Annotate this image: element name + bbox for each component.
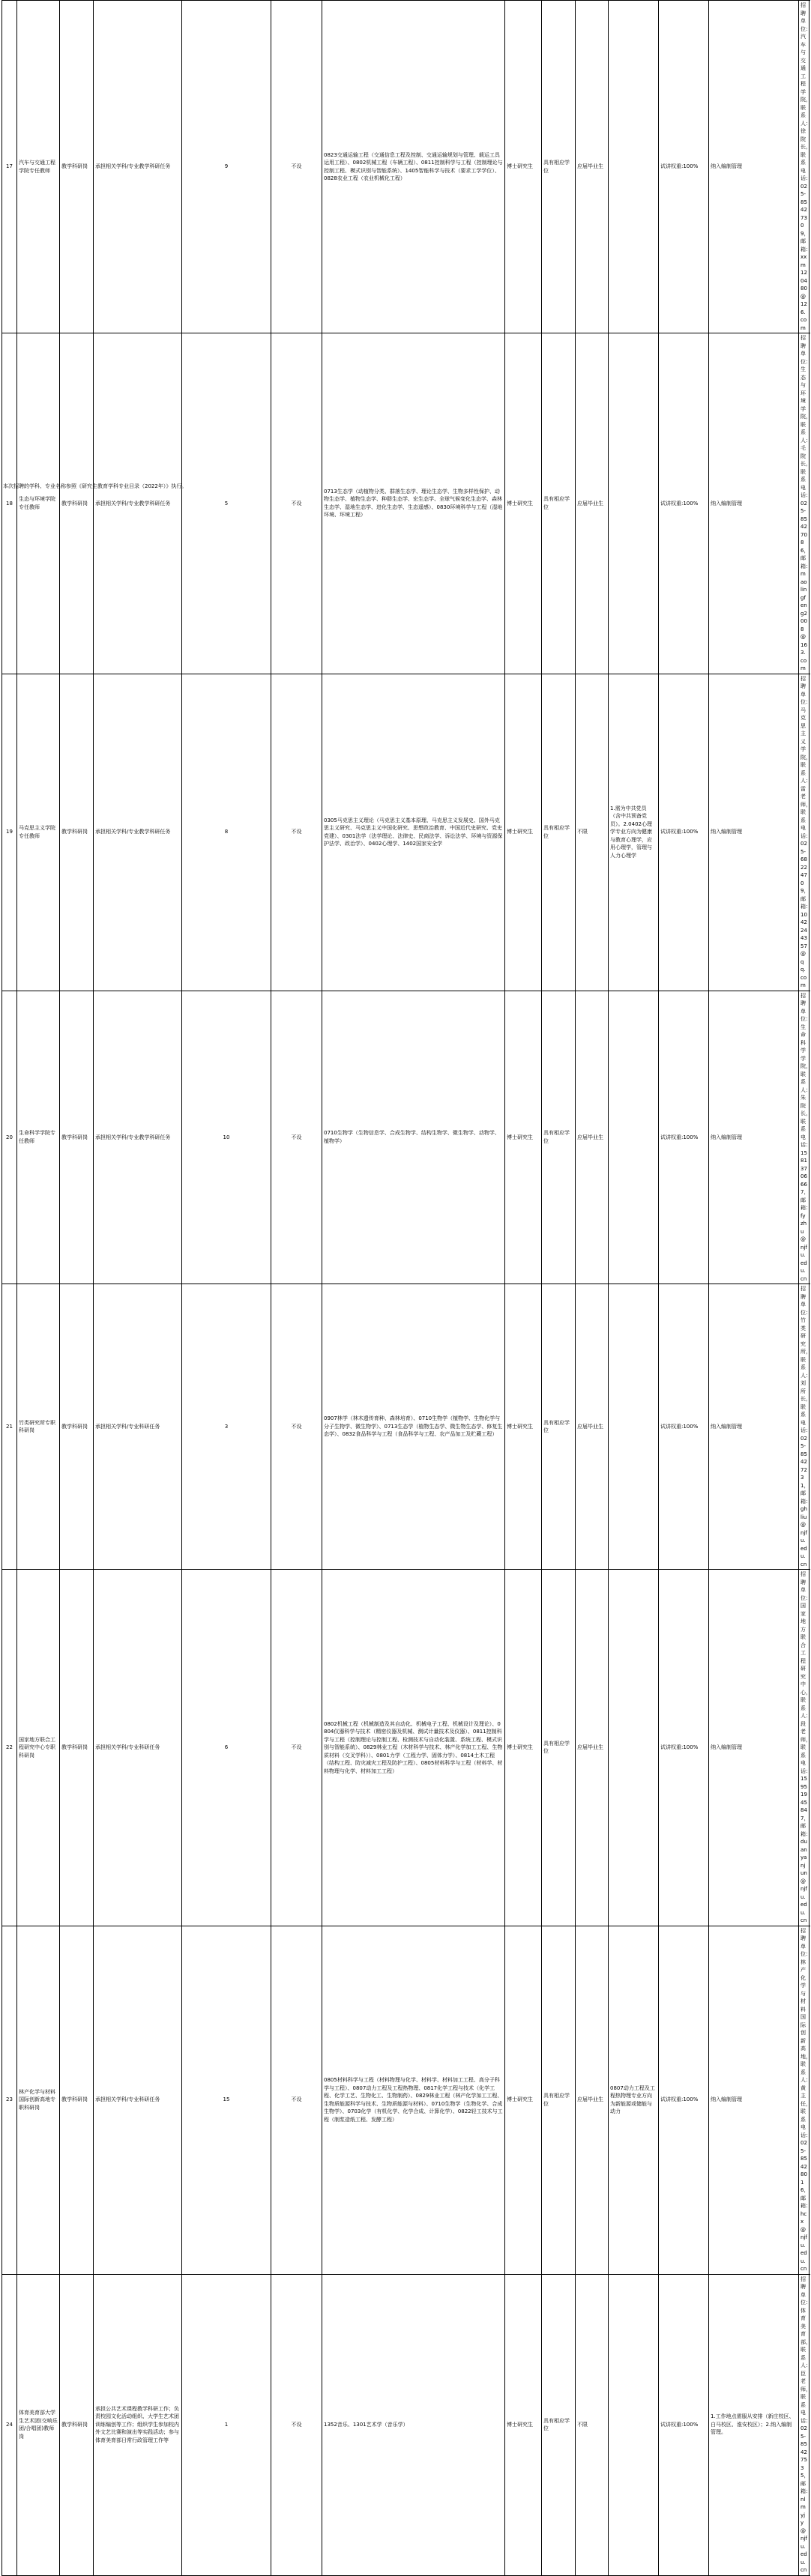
degree-cell: 具有相应学位 — [542, 1570, 576, 1926]
degree-cell: 具有相应学位 — [542, 1284, 576, 1570]
management-type-cell: 纳入编制管理 — [709, 1, 799, 333]
job-category-cell: 教学科研岗 — [60, 1284, 94, 1570]
candidate-source-cell: 应届毕业生 — [576, 991, 609, 1284]
job-category-cell: 教学科研岗 — [60, 2274, 94, 2575]
contact-info-cell: 招聘单位：汽车与交通工程学院，联系人：徐院长，联系电话：025-85427309，邮箱：xxm120480@126.com — [799, 1, 810, 333]
job-duty-cell: 承担相关学科/专业教学科研任务 — [94, 991, 182, 1284]
table-row — [2, 1570, 810, 1926]
hiring-count-cell: 3 — [182, 1284, 271, 1570]
ratio-cell: 不设 — [271, 1, 322, 333]
candidate-source-cell: 不限 — [576, 2274, 609, 2575]
management-type-cell: 纳入编制管理 — [709, 1570, 799, 1926]
hiring-count-cell: 6 — [182, 1570, 271, 1926]
table-row — [2, 2274, 810, 2575]
management-type-cell: 纳入编制管理 — [709, 991, 799, 1284]
other-requirements-cell — [609, 1570, 659, 1926]
job-category-cell: 教学科研岗 — [60, 1926, 94, 2274]
unit-name-cell: 竹类研究所专职科研岗 — [17, 1284, 60, 1570]
unit-name-cell: 生态与环境学院专任教师 — [17, 333, 60, 674]
candidate-source-cell: 不限 — [576, 674, 609, 991]
major-requirement-cell: 0805材料科学与工程（材料物理与化学、材料学、材料加工工程、高分子科学与工程）、0807动力工程及工程热物理、0817化学工程与技术（化学工程、化学工艺、生物化工、生物制药）、0829林业工程（林产化学加工工程、生物质能源科学与技术、生物质能源与材料）、0710生物学（生物化学、合成生物学）、0703化学（有机化学、化学合成、计算化学）、0822轻工技术与工程（制浆造纸工程、发酵工程） — [322, 1926, 505, 2274]
hiring-count-cell: 8 — [182, 674, 271, 991]
exam-method-cell: 试讲权重:100% — [659, 991, 709, 1284]
management-type-cell: 纳入编制管理 — [709, 1926, 799, 2274]
exam-method-cell: 试讲权重:100% — [659, 2274, 709, 2575]
degree-cell: 具有相应学位 — [542, 1, 576, 333]
major-requirement-cell: 0823交通运输工程（交通信息工程及控制、交通运输规划与管理、载运工具运用工程）、0802机械工程（车辆工程）、0811控制科学与工程（控制理论与控制工程、模式识别与智能系统）、1405智能科学与技术（要求工学学位）、0828农业工程（农业机械化工程） — [322, 1, 505, 333]
job-duty-cell: 承担相关学科/专业科研任务 — [94, 1570, 182, 1926]
other-requirements-cell — [609, 1284, 659, 1570]
contact-info-cell: 招聘单位：生态与环境学院，联系人：毛院长，联系电话：025-85427086，邮箱：maolingfeng2008@163.com — [799, 333, 810, 674]
major-requirement-cell: 0907林学（林木遗传育种、森林培育）、0710生物学（植物学、生物化学与分子生物学、微生物学）、0713生态学（植物生态学、微生物生态学、修复生态学）、0832食品科学与工程（食品科学与工程、农产品加工及贮藏工程） — [322, 1284, 505, 1570]
job-category-cell: 教学科研岗 — [60, 674, 94, 991]
job-category-cell: 教学科研岗 — [60, 991, 94, 1284]
education-cell: 博士研究生 — [505, 1284, 542, 1570]
contact-info-cell: 招聘单位：体育美育部，联系人：臣老师，联系电话：025-85427535，邮箱：nlmyjy@njfu.edu.cn — [799, 2274, 810, 2575]
candidate-source-cell: 应届毕业生 — [576, 1570, 609, 1926]
candidate-source-cell: 应届毕业生 — [576, 1, 609, 333]
job-category-cell: 教学科研岗 — [60, 1, 94, 333]
hiring-count-cell: 9 — [182, 1, 271, 333]
table-body — [2, 1, 810, 2576]
degree-cell: 具有相应学位 — [542, 674, 576, 991]
candidate-source-cell: 应届毕业生 — [576, 1284, 609, 1570]
contact-info-cell: 招聘单位：国家地方联合工程研究中心，联系人：段老师，联系电话：15951945847，邮箱：duanyanjun@njfu.edu.cn — [799, 1570, 810, 1926]
hiring-count-cell: 5 — [182, 333, 271, 674]
degree-cell: 具有相应学位 — [542, 333, 576, 674]
ratio-cell: 不设 — [271, 2274, 322, 2575]
row-number-cell: 22 — [2, 1570, 17, 1926]
row-number-cell: 20 — [2, 991, 17, 1284]
education-cell: 博士研究生 — [505, 674, 542, 991]
major-requirement-cell: 0713生态学（动植物分类、群落生态学、理论生态学、生物多样性保护、动物生态学、植物生态学、种群生态学、宏生态学、全球气候变化生态学、森林生态学、湿地生态学、进化生态学、生态遥感）、0830环境科学与工程（湿地环境、环境工程） — [322, 333, 505, 674]
degree-cell: 具有相应学位 — [542, 1926, 576, 2274]
unit-name-cell: 林产化学与材料国际创新高地专职科研岗 — [17, 1926, 60, 2274]
table-row — [2, 1284, 810, 1570]
major-requirement-cell: 0802机械工程（机械制造及其自动化、机械电子工程、机械设计及理论）、0804仪器科学与技术（精密仪器及机械、测试计量技术及仪器）、0811控制科学与工程（控制理论与控制工程、检测技术与自动化装置、系统工程、模式识别与智能系统）、0829林业工程（木材科学与技术、林产化学加工工程、生物质材料（交叉学科））、0801力学（工程力学、固体力学）、0814土木工程（结构工程、防灾减灾工程及防护工程）、0805材料科学与工程（材料学、材料物理与化学、材料加工工程） — [322, 1570, 505, 1926]
recruitment-table — [1, 0, 810, 2576]
footnote: 本次招聘的学科、专业名称参照《研究生教育学科专业目录（2022年）》执行。 — [3, 483, 187, 489]
ratio-cell: 不设 — [271, 333, 322, 674]
table-row — [2, 333, 810, 674]
table-row — [2, 1926, 810, 2274]
job-duty-cell: 承担相关学科/专业科研任务 — [94, 1926, 182, 2274]
contact-info-cell: 招聘单位：生命科学学院，联系人：朱院长，联系电话：15813706667，邮箱：fyzhu@njfu.edu.cn — [799, 991, 810, 1284]
unit-name-cell: 生命科学学院专任教师 — [17, 991, 60, 1284]
degree-cell: 具有相应学位 — [542, 991, 576, 1284]
candidate-source-cell: 应届毕业生 — [576, 1926, 609, 2274]
row-number-cell: 17 — [2, 1, 17, 333]
management-type-cell: 纳入编制管理 — [709, 674, 799, 991]
job-duty-cell: 承担相关学科/专业科研任务 — [94, 1284, 182, 1570]
hiring-count-cell: 1 — [182, 2274, 271, 2575]
ratio-cell: 不设 — [271, 674, 322, 991]
job-duty-cell: 承担相关学科/专业教学科研任务 — [94, 674, 182, 991]
unit-name-cell: 马克思主义学院专任教师 — [17, 674, 60, 991]
contact-info-cell: 招聘单位：马克思主义学院，联系人：雷老师，联系电话：025-68224709，邮箱：1042244357@qq.com — [799, 674, 810, 991]
row-number-cell: 23 — [2, 1926, 17, 2274]
contact-info-cell: 招聘单位：林产化学与材料国际创新高地，联系人：黄主任，联系电话：025-85428016，邮箱：hcx@njfu.edu.cn — [799, 1926, 810, 2274]
other-requirements-cell — [609, 1, 659, 333]
education-cell: 博士研究生 — [505, 1926, 542, 2274]
other-requirements-cell: 0807动力工程及工程热物理专业方向为新能源或储能与动力 — [609, 1926, 659, 2274]
exam-method-cell: 试讲权重:100% — [659, 674, 709, 991]
table-row — [2, 991, 810, 1284]
management-type-cell: 1.工作地点需服从安排（新庄校区、白马校区、淮安校区）；2.纳入编制管理。 — [709, 2274, 799, 2575]
job-category-cell: 教学科研岗 — [60, 1570, 94, 1926]
exam-method-cell: 试讲权重:100% — [659, 1570, 709, 1926]
other-requirements-cell: 1.需为中共党员（含中共预备党员）。2.0402心理学专业方向为健康与教育心理学，应用心理学，管理与人力心理学 — [609, 674, 659, 991]
hiring-count-cell: 10 — [182, 991, 271, 1284]
exam-method-cell: 试讲权重:100% — [659, 1926, 709, 2274]
row-number-cell: 19 — [2, 674, 17, 991]
table-row — [2, 1, 810, 333]
unit-name-cell: 体育美育部大学生艺术团(交响乐团/合唱团)教师岗 — [17, 2274, 60, 2575]
education-cell: 博士研究生 — [505, 1, 542, 333]
job-duty-cell: 承担相关学科/专业教学科研任务 — [94, 333, 182, 674]
row-number-cell: 21 — [2, 1284, 17, 1570]
job-duty-cell: 承担相关学科/专业教学科研任务 — [94, 1, 182, 333]
degree-cell: 具有相应学位 — [542, 2274, 576, 2575]
exam-method-cell: 试讲权重:100% — [659, 1284, 709, 1570]
ratio-cell: 不设 — [271, 1570, 322, 1926]
hiring-count-cell: 15 — [182, 1926, 271, 2274]
major-requirement-cell: 1352音乐、1301艺术学（音乐学） — [322, 2274, 505, 2575]
exam-method-cell: 试讲权重:100% — [659, 1, 709, 333]
major-requirement-cell: 0305马克思主义理论（马克思主义基本原理、马克思主义发展史、国外马克思主义研究、马克思主义中国化研究、思想政治教育、中国近代史研究、党史党建）、0301法学（法学理论、法律史、民商法学、诉讼法学、环境与资源保护法学、政治学）、0402心理学、1402国家安全学 — [322, 674, 505, 991]
unit-name-cell: 汽车与交通工程学院专任教师 — [17, 1, 60, 333]
education-cell: 博士研究生 — [505, 1570, 542, 1926]
other-requirements-cell — [609, 991, 659, 1284]
candidate-source-cell: 应届毕业生 — [576, 333, 609, 674]
row-number-cell: 18 — [2, 333, 17, 674]
row-number-cell: 24 — [2, 2274, 17, 2575]
education-cell: 博士研究生 — [505, 333, 542, 674]
major-requirement-cell: 0710生物学（生物信息学、合成生物学、结构生物学、微生物学、动物学、植物学） — [322, 991, 505, 1284]
table-row — [2, 674, 810, 991]
ratio-cell: 不设 — [271, 991, 322, 1284]
education-cell: 博士研究生 — [505, 2274, 542, 2575]
ratio-cell: 不设 — [271, 1926, 322, 2274]
other-requirements-cell — [609, 333, 659, 674]
ratio-cell: 不设 — [271, 1284, 322, 1570]
management-type-cell: 纳入编制管理 — [709, 333, 799, 674]
education-cell: 博士研究生 — [505, 991, 542, 1284]
job-category-cell: 教学科研岗 — [60, 333, 94, 674]
job-duty-cell: 承担公共艺术课程教学科研工作；负责校园文化活动组织、大学生艺术团训练编创等工作；组织学生参加校内外文艺比赛和演出等实践活动；参与体育美育部日常行政管理工作等 — [94, 2274, 182, 2575]
contact-info-cell: 招聘单位：竹类研究所，联系人：刘所长，联系电话：025-85427231，邮箱：ghliu@njfu.edu.cn — [799, 1284, 810, 1570]
other-requirements-cell — [609, 2274, 659, 2575]
management-type-cell: 纳入编制管理 — [709, 1284, 799, 1570]
exam-method-cell: 试讲权重:100% — [659, 333, 709, 674]
unit-name-cell: 国家地方联合工程研究中心专职科研岗 — [17, 1570, 60, 1926]
